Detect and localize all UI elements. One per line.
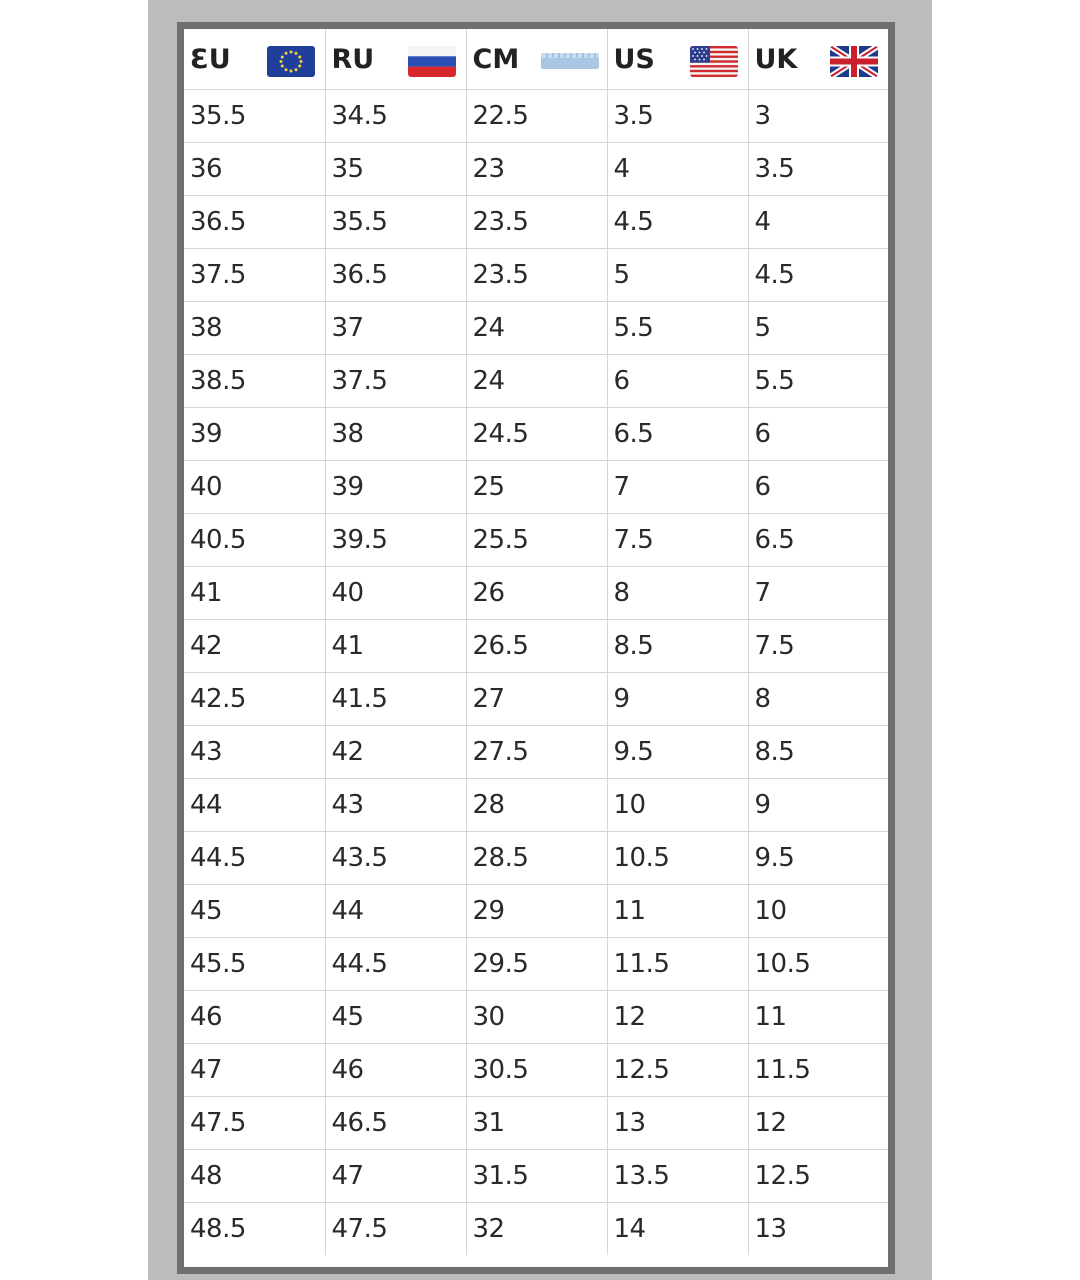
cell-us: 11: [607, 884, 748, 937]
table-row: [184, 248, 888, 301]
cell-eu: 41: [184, 566, 325, 619]
cell-us: 7: [607, 460, 748, 513]
header-us: [607, 29, 748, 89]
table-row: [184, 778, 888, 831]
cell-eu: 47: [184, 1043, 325, 1096]
cell-eu: 44.5: [184, 831, 325, 884]
cell-uk: 6: [748, 460, 888, 513]
cell-us: 9: [607, 672, 748, 725]
table-row: [184, 301, 888, 354]
cell-us: 12.5: [607, 1043, 748, 1096]
table-row: [184, 1043, 888, 1096]
cell-eu: 37.5: [184, 248, 325, 301]
cell-eu: 43: [184, 725, 325, 778]
cell-uk: 9: [748, 778, 888, 831]
cell-cm: 26.5: [466, 619, 607, 672]
eu-flag-icon: [267, 46, 315, 77]
table-row: [184, 142, 888, 195]
cell-eu: 48: [184, 1149, 325, 1202]
cell-uk: 6.5: [748, 513, 888, 566]
cell-uk: 11: [748, 990, 888, 1043]
cell-cm: 32: [466, 1202, 607, 1255]
table-row: [184, 195, 888, 248]
cell-uk: 10: [748, 884, 888, 937]
table-row: [184, 725, 888, 778]
cell-ru: 39: [325, 460, 466, 513]
cell-uk: 12: [748, 1096, 888, 1149]
cell-uk: 11.5: [748, 1043, 888, 1096]
table-row: [184, 1096, 888, 1149]
cell-cm: 23.5: [466, 248, 607, 301]
cell-us: 10: [607, 778, 748, 831]
cell-cm: 31.5: [466, 1149, 607, 1202]
cell-us: 9.5: [607, 725, 748, 778]
cell-uk: 10.5: [748, 937, 888, 990]
cell-cm: 31: [466, 1096, 607, 1149]
cell-us: 7.5: [607, 513, 748, 566]
table-row: [184, 1149, 888, 1202]
cell-cm: 25: [466, 460, 607, 513]
ruler-icon: [541, 53, 599, 69]
table-row: [184, 1202, 888, 1255]
usa-flag-icon: [690, 46, 738, 77]
cell-uk: 8: [748, 672, 888, 725]
table-row: [184, 990, 888, 1043]
cell-eu: 36.5: [184, 195, 325, 248]
cell-ru: 47.5: [325, 1202, 466, 1255]
cell-cm: 30: [466, 990, 607, 1043]
cell-cm: 28.5: [466, 831, 607, 884]
cell-ru: 44: [325, 884, 466, 937]
cell-uk: 8.5: [748, 725, 888, 778]
table-row: [184, 354, 888, 407]
cell-us: 5.5: [607, 301, 748, 354]
cell-us: 14: [607, 1202, 748, 1255]
cell-cm: 25.5: [466, 513, 607, 566]
cell-us: 4.5: [607, 195, 748, 248]
table-row: [184, 937, 888, 990]
cell-ru: 42: [325, 725, 466, 778]
cell-ru: 35.5: [325, 195, 466, 248]
cell-ru: 37.5: [325, 354, 466, 407]
cell-ru: 37: [325, 301, 466, 354]
header-ru: [325, 29, 466, 89]
header-eu-label: ƐU: [190, 43, 231, 75]
cell-ru: 36.5: [325, 248, 466, 301]
table-row: [184, 831, 888, 884]
cell-ru: 38: [325, 407, 466, 460]
cell-us: 8.5: [607, 619, 748, 672]
cell-cm: 23.5: [466, 195, 607, 248]
size-conversion-table: [184, 29, 888, 1255]
cell-ru: 45: [325, 990, 466, 1043]
size-chart-frame: [177, 22, 895, 1274]
cell-eu: 40.5: [184, 513, 325, 566]
cell-ru: 44.5: [325, 937, 466, 990]
cell-eu: 44: [184, 778, 325, 831]
cell-eu: 42: [184, 619, 325, 672]
cell-eu: 45.5: [184, 937, 325, 990]
cell-eu: 46: [184, 990, 325, 1043]
header-us-label: US: [613, 43, 655, 75]
cell-cm: 27: [466, 672, 607, 725]
cell-us: 13.5: [607, 1149, 748, 1202]
cell-eu: 38.5: [184, 354, 325, 407]
cell-cm: 29: [466, 884, 607, 937]
cell-us: 6.5: [607, 407, 748, 460]
cell-uk: 12.5: [748, 1149, 888, 1202]
cell-uk: 6: [748, 407, 888, 460]
cell-cm: 29.5: [466, 937, 607, 990]
header-uk-label: UK: [754, 43, 798, 75]
cell-uk: 13: [754, 1213, 787, 1244]
cell-us: 8: [607, 566, 748, 619]
header-cm-label: CM: [472, 43, 520, 75]
cell-eu: 38: [184, 301, 325, 354]
cell-uk: 7.5: [748, 619, 888, 672]
cell-cm: 24: [466, 301, 607, 354]
cell-cm: 27.5: [466, 725, 607, 778]
size-table-body: [184, 89, 888, 1255]
cell-eu: 35.5: [184, 89, 325, 142]
cell-uk: 9.5: [748, 831, 888, 884]
cell-ru: 41: [325, 619, 466, 672]
header-row: [184, 29, 888, 89]
cell-eu: 48.5: [184, 1202, 325, 1255]
cell-cm: 22.5: [466, 89, 607, 142]
header-ru-label: RU: [331, 43, 375, 75]
cell-us: 13: [607, 1096, 748, 1149]
cell-cm: 24.5: [466, 407, 607, 460]
cell-ru: 46.5: [325, 1096, 466, 1149]
cell-ru: 47: [325, 1149, 466, 1202]
cell-ru: 34.5: [325, 89, 466, 142]
table-row: [184, 672, 888, 725]
table-row: [184, 619, 888, 672]
cell-eu: 45: [184, 884, 325, 937]
cell-ru: 43: [325, 778, 466, 831]
header-eu: [184, 29, 325, 89]
cell-us: 4: [607, 142, 748, 195]
cell-uk: 5.5: [748, 354, 888, 407]
cell-us: 10.5: [607, 831, 748, 884]
russia-flag-icon: [408, 46, 456, 77]
uk-flag-icon: [830, 46, 878, 77]
cell-eu: 39: [184, 407, 325, 460]
cell-ru: 43.5: [325, 831, 466, 884]
cell-uk: 3: [748, 89, 888, 142]
cell-us: 3.5: [607, 89, 748, 142]
table-row: [184, 566, 888, 619]
cell-cm: 30.5: [466, 1043, 607, 1096]
table-row: [184, 407, 888, 460]
cell-us: 6: [607, 354, 748, 407]
header-cm: [466, 29, 607, 89]
cell-cm: 23: [466, 142, 607, 195]
cell-us: 5: [607, 248, 748, 301]
cell-cm: 24: [466, 354, 607, 407]
cell-ru: 46: [325, 1043, 466, 1096]
cell-ru: 40: [325, 566, 466, 619]
cell-eu: 40: [184, 460, 325, 513]
table-row: [184, 513, 888, 566]
cell-eu: 42.5: [184, 672, 325, 725]
cell-ru: 39.5: [325, 513, 466, 566]
cell-eu: 36: [184, 142, 325, 195]
cell-eu: 47.5: [184, 1096, 325, 1149]
cell-cm: 26: [466, 566, 607, 619]
cell-uk: 5: [748, 301, 888, 354]
cell-uk: 4.5: [748, 248, 888, 301]
cell-uk: 4: [748, 195, 888, 248]
cell-us: 12: [607, 990, 748, 1043]
cell-uk: 7: [748, 566, 888, 619]
cell-cm: 28: [466, 778, 607, 831]
cell-ru: 41.5: [325, 672, 466, 725]
cell-ru: 35: [325, 142, 466, 195]
table-row: [184, 89, 888, 142]
cell-us: 11.5: [607, 937, 748, 990]
table-row: [184, 884, 888, 937]
cell-uk: 3.5: [748, 142, 888, 195]
header-uk: [748, 29, 888, 89]
table-row: [184, 460, 888, 513]
